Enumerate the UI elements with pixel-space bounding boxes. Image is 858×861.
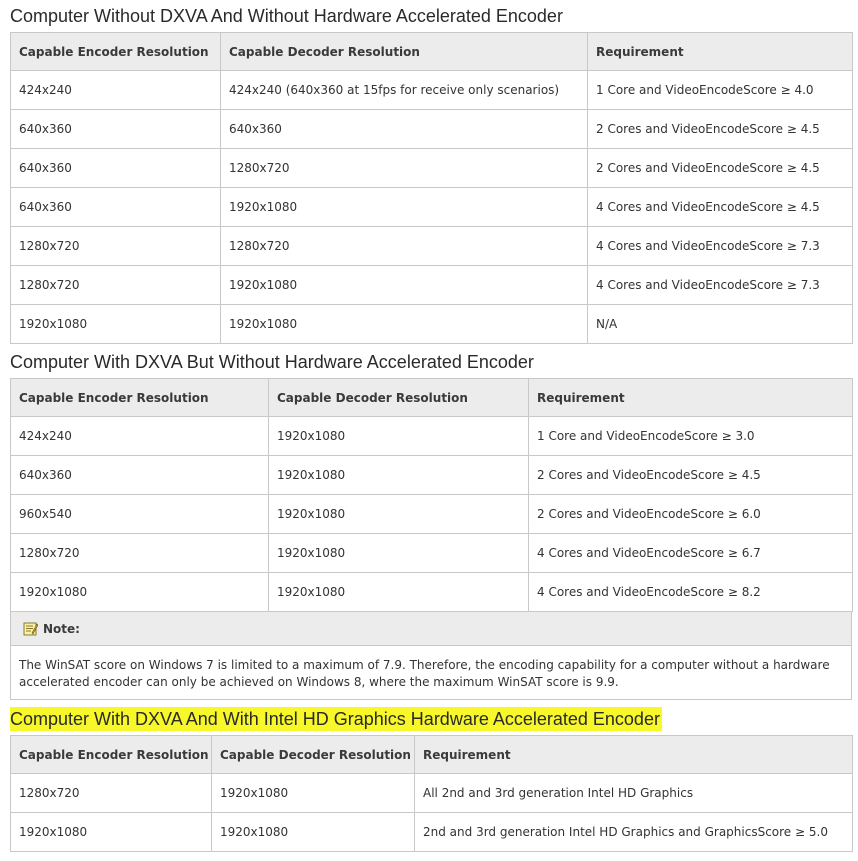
cell-encoder: 1280x720 [11,774,212,813]
column-header-decoder: Capable Decoder Resolution [212,736,415,774]
column-header-requirement: Requirement [415,736,853,774]
section-heading-intel-hd-encoder: Computer With DXVA And With Intel HD Graphics Hardware Accelerated Encoder [10,709,660,729]
cell-encoder: 1920x1080 [11,573,269,612]
table-row [11,188,853,227]
cell-decoder: 1920x1080 [221,188,588,227]
cell-requirement: All 2nd and 3rd generation Intel HD Graphics [415,774,853,813]
cell-decoder: 1920x1080 [212,813,415,852]
table-dxva-no-hw-encoder [10,378,853,612]
table-row [11,813,853,852]
table-header-row [11,379,853,417]
cell-encoder: 640x360 [11,149,221,188]
cell-encoder: 1280x720 [11,534,269,573]
table-row [11,227,853,266]
column-header-requirement: Requirement [588,33,853,71]
cell-decoder: 1920x1080 [212,774,415,813]
cell-encoder: 1280x720 [11,227,221,266]
cell-encoder: 640x360 [11,110,221,149]
cell-decoder: 1280x720 [221,227,588,266]
table-row [11,266,853,305]
cell-requirement: N/A [588,305,853,344]
cell-requirement: 4 Cores and VideoEncodeScore ≥ 8.2 [529,573,853,612]
cell-requirement: 1 Core and VideoEncodeScore ≥ 3.0 [529,417,853,456]
cell-requirement: 4 Cores and VideoEncodeScore ≥ 7.3 [588,266,853,305]
table-row [11,149,853,188]
table-row [11,456,853,495]
table-row [11,110,853,149]
column-header-encoder: Capable Encoder Resolution [11,379,269,417]
cell-encoder: 1280x720 [11,266,221,305]
column-header-encoder: Capable Encoder Resolution [11,33,221,71]
cell-decoder: 1920x1080 [221,266,588,305]
cell-encoder: 640x360 [11,456,269,495]
table-no-dxva [10,32,853,344]
table-row [11,774,853,813]
table-intel-hd-encoder [10,735,853,852]
cell-encoder: 1920x1080 [11,305,221,344]
cell-decoder: 1920x1080 [269,495,529,534]
cell-decoder: 640x360 [221,110,588,149]
cell-decoder: 1920x1080 [269,534,529,573]
note-header [11,612,851,646]
cell-decoder: 424x240 (640x360 at 15fps for receive only scenarios) [221,71,588,110]
column-header-decoder: Capable Decoder Resolution [221,33,588,71]
cell-decoder: 1920x1080 [269,456,529,495]
column-header-encoder: Capable Encoder Resolution [11,736,212,774]
note-label: Note: [43,621,80,636]
table-row [11,71,853,110]
table-row [11,417,853,456]
section-heading-no-dxva: Computer Without DXVA And Without Hardware Accelerated Encoder [10,6,563,26]
cell-requirement: 2 Cores and VideoEncodeScore ≥ 6.0 [529,495,853,534]
cell-requirement: 4 Cores and VideoEncodeScore ≥ 7.3 [588,227,853,266]
column-header-decoder: Capable Decoder Resolution [269,379,529,417]
cell-requirement: 2 Cores and VideoEncodeScore ≥ 4.5 [588,110,853,149]
cell-decoder: 1280x720 [221,149,588,188]
cell-encoder: 1920x1080 [11,813,212,852]
column-header-requirement: Requirement [529,379,853,417]
cell-requirement: 2 Cores and VideoEncodeScore ≥ 4.5 [588,149,853,188]
cell-encoder: 960x540 [11,495,269,534]
cell-decoder: 1920x1080 [269,573,529,612]
table-header-row [11,736,853,774]
cell-decoder: 1920x1080 [269,417,529,456]
cell-requirement: 2nd and 3rd generation Intel HD Graphics and GraphicsScore ≥ 5.0 [415,813,853,852]
table-row [11,305,853,344]
cell-requirement: 4 Cores and VideoEncodeScore ≥ 6.7 [529,534,853,573]
table-row [11,495,853,534]
cell-encoder: 424x240 [11,71,221,110]
cell-requirement: 2 Cores and VideoEncodeScore ≥ 4.5 [529,456,853,495]
cell-decoder: 1920x1080 [221,305,588,344]
cell-encoder: 424x240 [11,417,269,456]
section-heading-dxva-no-hw-encoder: Computer With DXVA But Without Hardware Accelerated Encoder [10,352,534,372]
table-row [11,534,853,573]
cell-requirement: 1 Core and VideoEncodeScore ≥ 4.0 [588,71,853,110]
note-box [10,612,852,700]
table-header-row [11,33,853,71]
table-row [11,573,853,612]
cell-requirement: 4 Cores and VideoEncodeScore ≥ 4.5 [588,188,853,227]
note-icon [23,621,38,636]
cell-encoder: 640x360 [11,188,221,227]
note-text: The WinSAT score on Windows 7 is limited to a maximum of 7.9. Therefore, the encoding capability for a computer without a hardware accelerated encoder can only be achieved on Windows 8, where the maximum WinSAT score is 9.9. [19,658,830,689]
